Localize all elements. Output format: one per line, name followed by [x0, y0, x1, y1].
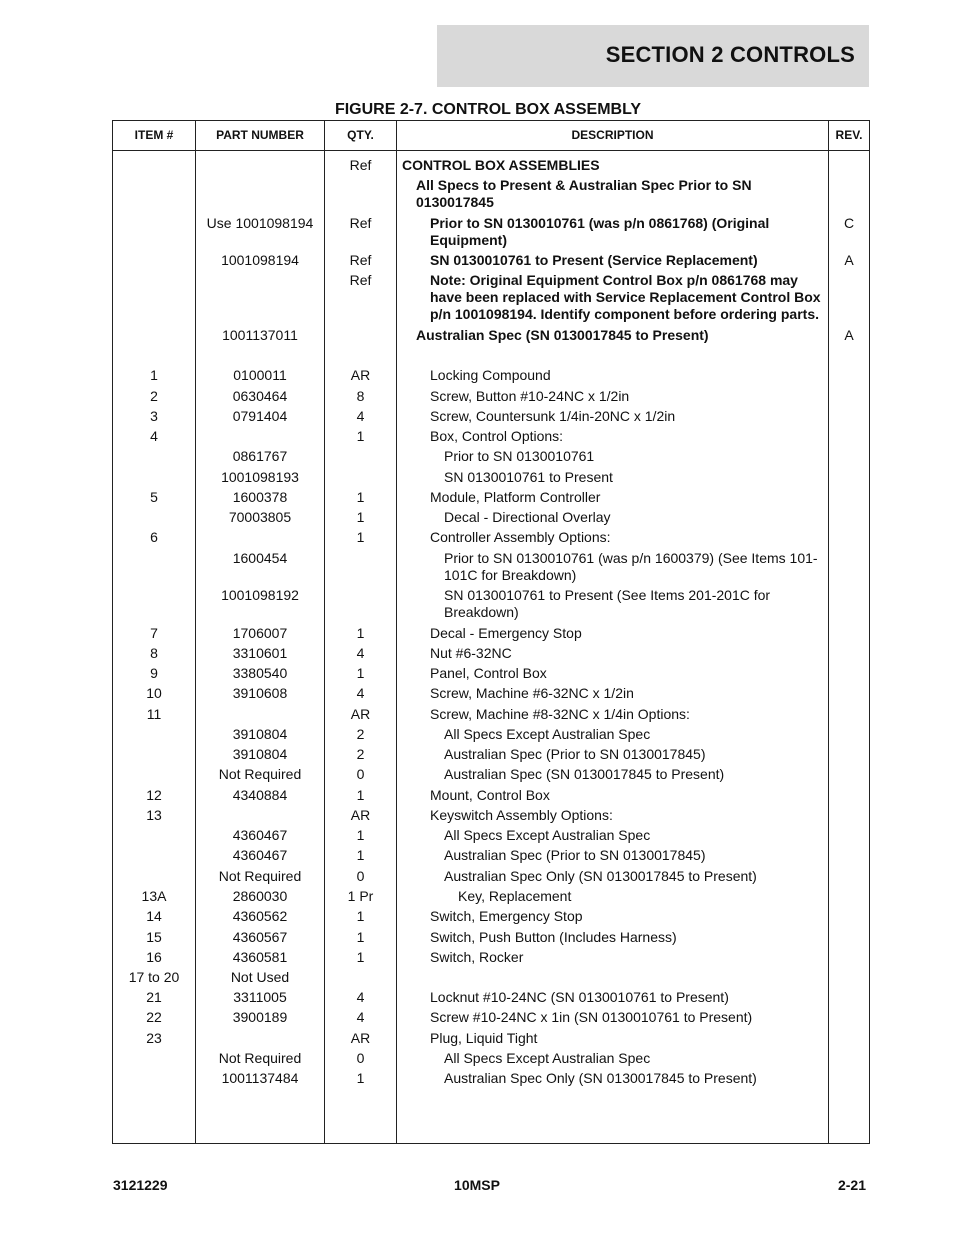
- quantity: 4: [356, 408, 365, 424]
- column-header-qty: QTY.: [347, 128, 374, 142]
- description: All Specs to Present & Australian Spec Prior to SN 0130017845: [416, 177, 752, 210]
- part-number: 70003805: [228, 509, 292, 525]
- column-header-description: DESCRIPTION: [571, 128, 654, 142]
- description: SN 0130010761 to Present: [444, 469, 613, 485]
- header-divider: [113, 150, 869, 151]
- section-header: [437, 25, 869, 87]
- part-number: 0791404: [232, 408, 288, 424]
- description: Screw #10-24NC x 1in (SN 0130010761 to Present): [430, 1009, 753, 1025]
- description: Prior to SN 0130010761 (was p/n 1600379) (See Items 101-101C for Breakdown): [444, 550, 818, 583]
- item-number: 9: [150, 665, 158, 681]
- quantity: 1 Pr: [347, 888, 374, 904]
- model-name: 10MSP: [454, 1177, 500, 1193]
- quantity: 1: [356, 787, 365, 803]
- item-number: 2: [150, 388, 158, 404]
- column-divider: [828, 121, 829, 1143]
- description: All Specs Except Australian Spec: [444, 827, 651, 843]
- item-number: 3: [150, 408, 158, 424]
- description: Switch, Push Button (Includes Harness): [430, 929, 677, 945]
- part-number: 1600454: [232, 550, 288, 566]
- description: Nut #6-32NC: [430, 645, 512, 661]
- part-number: 2860030: [232, 888, 288, 904]
- description: Controller Assembly Options:: [430, 529, 611, 545]
- description: Australian Spec Only (SN 0130017845 to Present): [444, 1070, 757, 1086]
- item-number: 13: [146, 807, 162, 823]
- quantity: AR: [350, 1030, 371, 1046]
- quantity: 0: [356, 1050, 365, 1066]
- page-number: 2-21: [837, 1177, 866, 1193]
- quantity: 2: [356, 746, 365, 762]
- quantity: 0: [356, 868, 365, 884]
- part-number: 3311005: [233, 989, 287, 1005]
- item-number: 12: [146, 787, 162, 803]
- description: Screw, Machine #6-32NC x 1/2in: [430, 685, 634, 701]
- quantity: 1: [356, 949, 365, 965]
- description: Module, Platform Controller: [430, 489, 601, 505]
- description: Australian Spec (Prior to SN 0130017845): [444, 746, 706, 762]
- description: Australian Spec (SN 0130017845 to Present): [444, 766, 725, 782]
- column-divider: [396, 121, 397, 1143]
- item-number: 8: [150, 645, 158, 661]
- part-number: 1001098192: [221, 587, 299, 603]
- part-number: 1001137011: [222, 327, 298, 343]
- part-number: Not Required: [218, 868, 302, 884]
- item-number: 22: [146, 1009, 162, 1025]
- item-number: 21: [146, 989, 162, 1005]
- part-number: 4360467: [232, 827, 288, 843]
- description: All Specs Except Australian Spec: [444, 726, 651, 742]
- description: Australian Spec (SN 0130017845 to Present): [416, 327, 709, 343]
- quantity: Ref: [349, 215, 372, 231]
- description: SN 0130010761 to Present (Service Replacement): [430, 252, 758, 268]
- parts-table: [112, 120, 870, 1144]
- column-header-item: ITEM #: [134, 128, 174, 142]
- description: Switch, Rocker: [430, 949, 524, 965]
- item-number: 17 to 20: [128, 969, 180, 985]
- part-number: Not Used: [230, 969, 290, 985]
- part-number: Not Required: [218, 766, 302, 782]
- quantity: 1: [356, 625, 365, 641]
- part-number: 1001098193: [221, 469, 299, 485]
- part-number: Not Required: [218, 1050, 302, 1066]
- description: CONTROL BOX ASSEMBLIES: [402, 157, 600, 173]
- item-number: 5: [150, 489, 158, 505]
- quantity: 1: [356, 827, 365, 843]
- quantity: 1: [356, 665, 365, 681]
- description: Screw, Machine #8-32NC x 1/4in Options:: [430, 706, 690, 722]
- description: SN 0130010761 to Present (See Items 201-201C for Breakdown): [444, 587, 771, 620]
- item-number: 10: [146, 685, 162, 701]
- part-number: 4360562: [232, 908, 288, 924]
- quantity: 1: [356, 929, 365, 945]
- quantity: 1: [356, 1070, 365, 1086]
- quantity: 1: [356, 489, 365, 505]
- description: Mount, Control Box: [430, 787, 550, 803]
- column-header-rev: REV.: [835, 128, 863, 142]
- description: Keyswitch Assembly Options:: [430, 807, 613, 823]
- quantity: 4: [356, 989, 365, 1005]
- quantity: 4: [356, 685, 365, 701]
- item-number: 14: [146, 908, 162, 924]
- part-number: 1600378: [232, 489, 288, 505]
- part-number: Use 1001098194: [206, 215, 314, 231]
- description: Box, Control Options:: [430, 428, 564, 444]
- revision: A: [844, 327, 854, 343]
- description: Panel, Control Box: [430, 665, 547, 681]
- quantity: 2: [356, 726, 365, 742]
- quantity: Ref: [349, 157, 372, 173]
- item-number: 4: [150, 428, 158, 444]
- column-header-part-number: PART NUMBER: [216, 128, 304, 142]
- quantity: 1: [356, 428, 365, 444]
- item-number: 16: [146, 949, 162, 965]
- description: Prior to SN 0130010761 (was p/n 0861768) (Original Equipment): [430, 215, 770, 248]
- part-number: 3900189: [232, 1009, 288, 1025]
- part-number: 4360581: [232, 949, 288, 965]
- quantity: AR: [350, 807, 371, 823]
- part-number: 1001137484: [221, 1070, 299, 1086]
- description: Screw, Countersunk 1/4in-20NC x 1/2in: [430, 408, 676, 424]
- description: Plug, Liquid Tight: [430, 1030, 538, 1046]
- item-number: 23: [146, 1030, 162, 1046]
- section-title: SECTION 2 CONTROLS: [605, 42, 855, 67]
- quantity: AR: [350, 706, 371, 722]
- doc-number: 3121229: [113, 1177, 168, 1193]
- part-number: 3910804: [232, 726, 288, 742]
- part-number: 4360567: [232, 929, 288, 945]
- item-number: 11: [146, 706, 162, 722]
- part-number: 0861767: [232, 448, 288, 464]
- part-number: 1706007: [232, 625, 288, 641]
- part-number: 1001098194: [221, 252, 299, 268]
- description: Screw, Button #10-24NC x 1/2in: [430, 388, 630, 404]
- quantity: 1: [356, 908, 365, 924]
- description: Note: Original Equipment Control Box p/n 0861768 may have been replaced with Service Replacement Control Box p/n 1001098194. Identify component before ordering parts.: [430, 272, 821, 322]
- item-number: 13A: [141, 888, 167, 904]
- quantity: 1: [356, 509, 365, 525]
- part-number: 4360467: [232, 847, 288, 863]
- part-number: 0630464: [232, 388, 288, 404]
- item-number: 15: [146, 929, 162, 945]
- item-number: 7: [150, 625, 158, 641]
- item-number: 1: [150, 367, 158, 383]
- description: Prior to SN 0130010761: [444, 448, 595, 464]
- quantity: 0: [356, 766, 365, 782]
- quantity: 1: [356, 847, 365, 863]
- item-number: 6: [150, 529, 158, 545]
- quantity: 8: [356, 388, 365, 404]
- quantity: 4: [356, 1009, 365, 1025]
- quantity: AR: [350, 367, 371, 383]
- description: Decal - Directional Overlay: [444, 509, 611, 525]
- description: Decal - Emergency Stop: [430, 625, 582, 641]
- quantity: 1: [356, 529, 365, 545]
- description: Australian Spec (Prior to SN 0130017845): [444, 847, 706, 863]
- description: Switch, Emergency Stop: [430, 908, 583, 924]
- part-number: 3380540: [232, 665, 288, 681]
- figure-title: FIGURE 2-7. CONTROL BOX ASSEMBLY: [334, 101, 642, 118]
- description: Key, Replacement: [458, 888, 572, 904]
- part-number: 3310601: [232, 645, 288, 661]
- description: Australian Spec Only (SN 0130017845 to Present): [444, 868, 757, 884]
- quantity: Ref: [349, 272, 372, 288]
- revision: A: [844, 252, 854, 268]
- quantity: 4: [356, 645, 365, 661]
- part-number: 3910608: [232, 685, 288, 701]
- part-number: 3910804: [232, 746, 288, 762]
- description: Locking Compound: [430, 367, 551, 383]
- revision: C: [843, 215, 855, 231]
- part-number: 0100011: [233, 367, 287, 383]
- quantity: Ref: [349, 252, 372, 268]
- part-number: 4340884: [232, 787, 288, 803]
- description: All Specs Except Australian Spec: [444, 1050, 651, 1066]
- description: Locknut #10-24NC (SN 0130010761 to Present): [430, 989, 729, 1005]
